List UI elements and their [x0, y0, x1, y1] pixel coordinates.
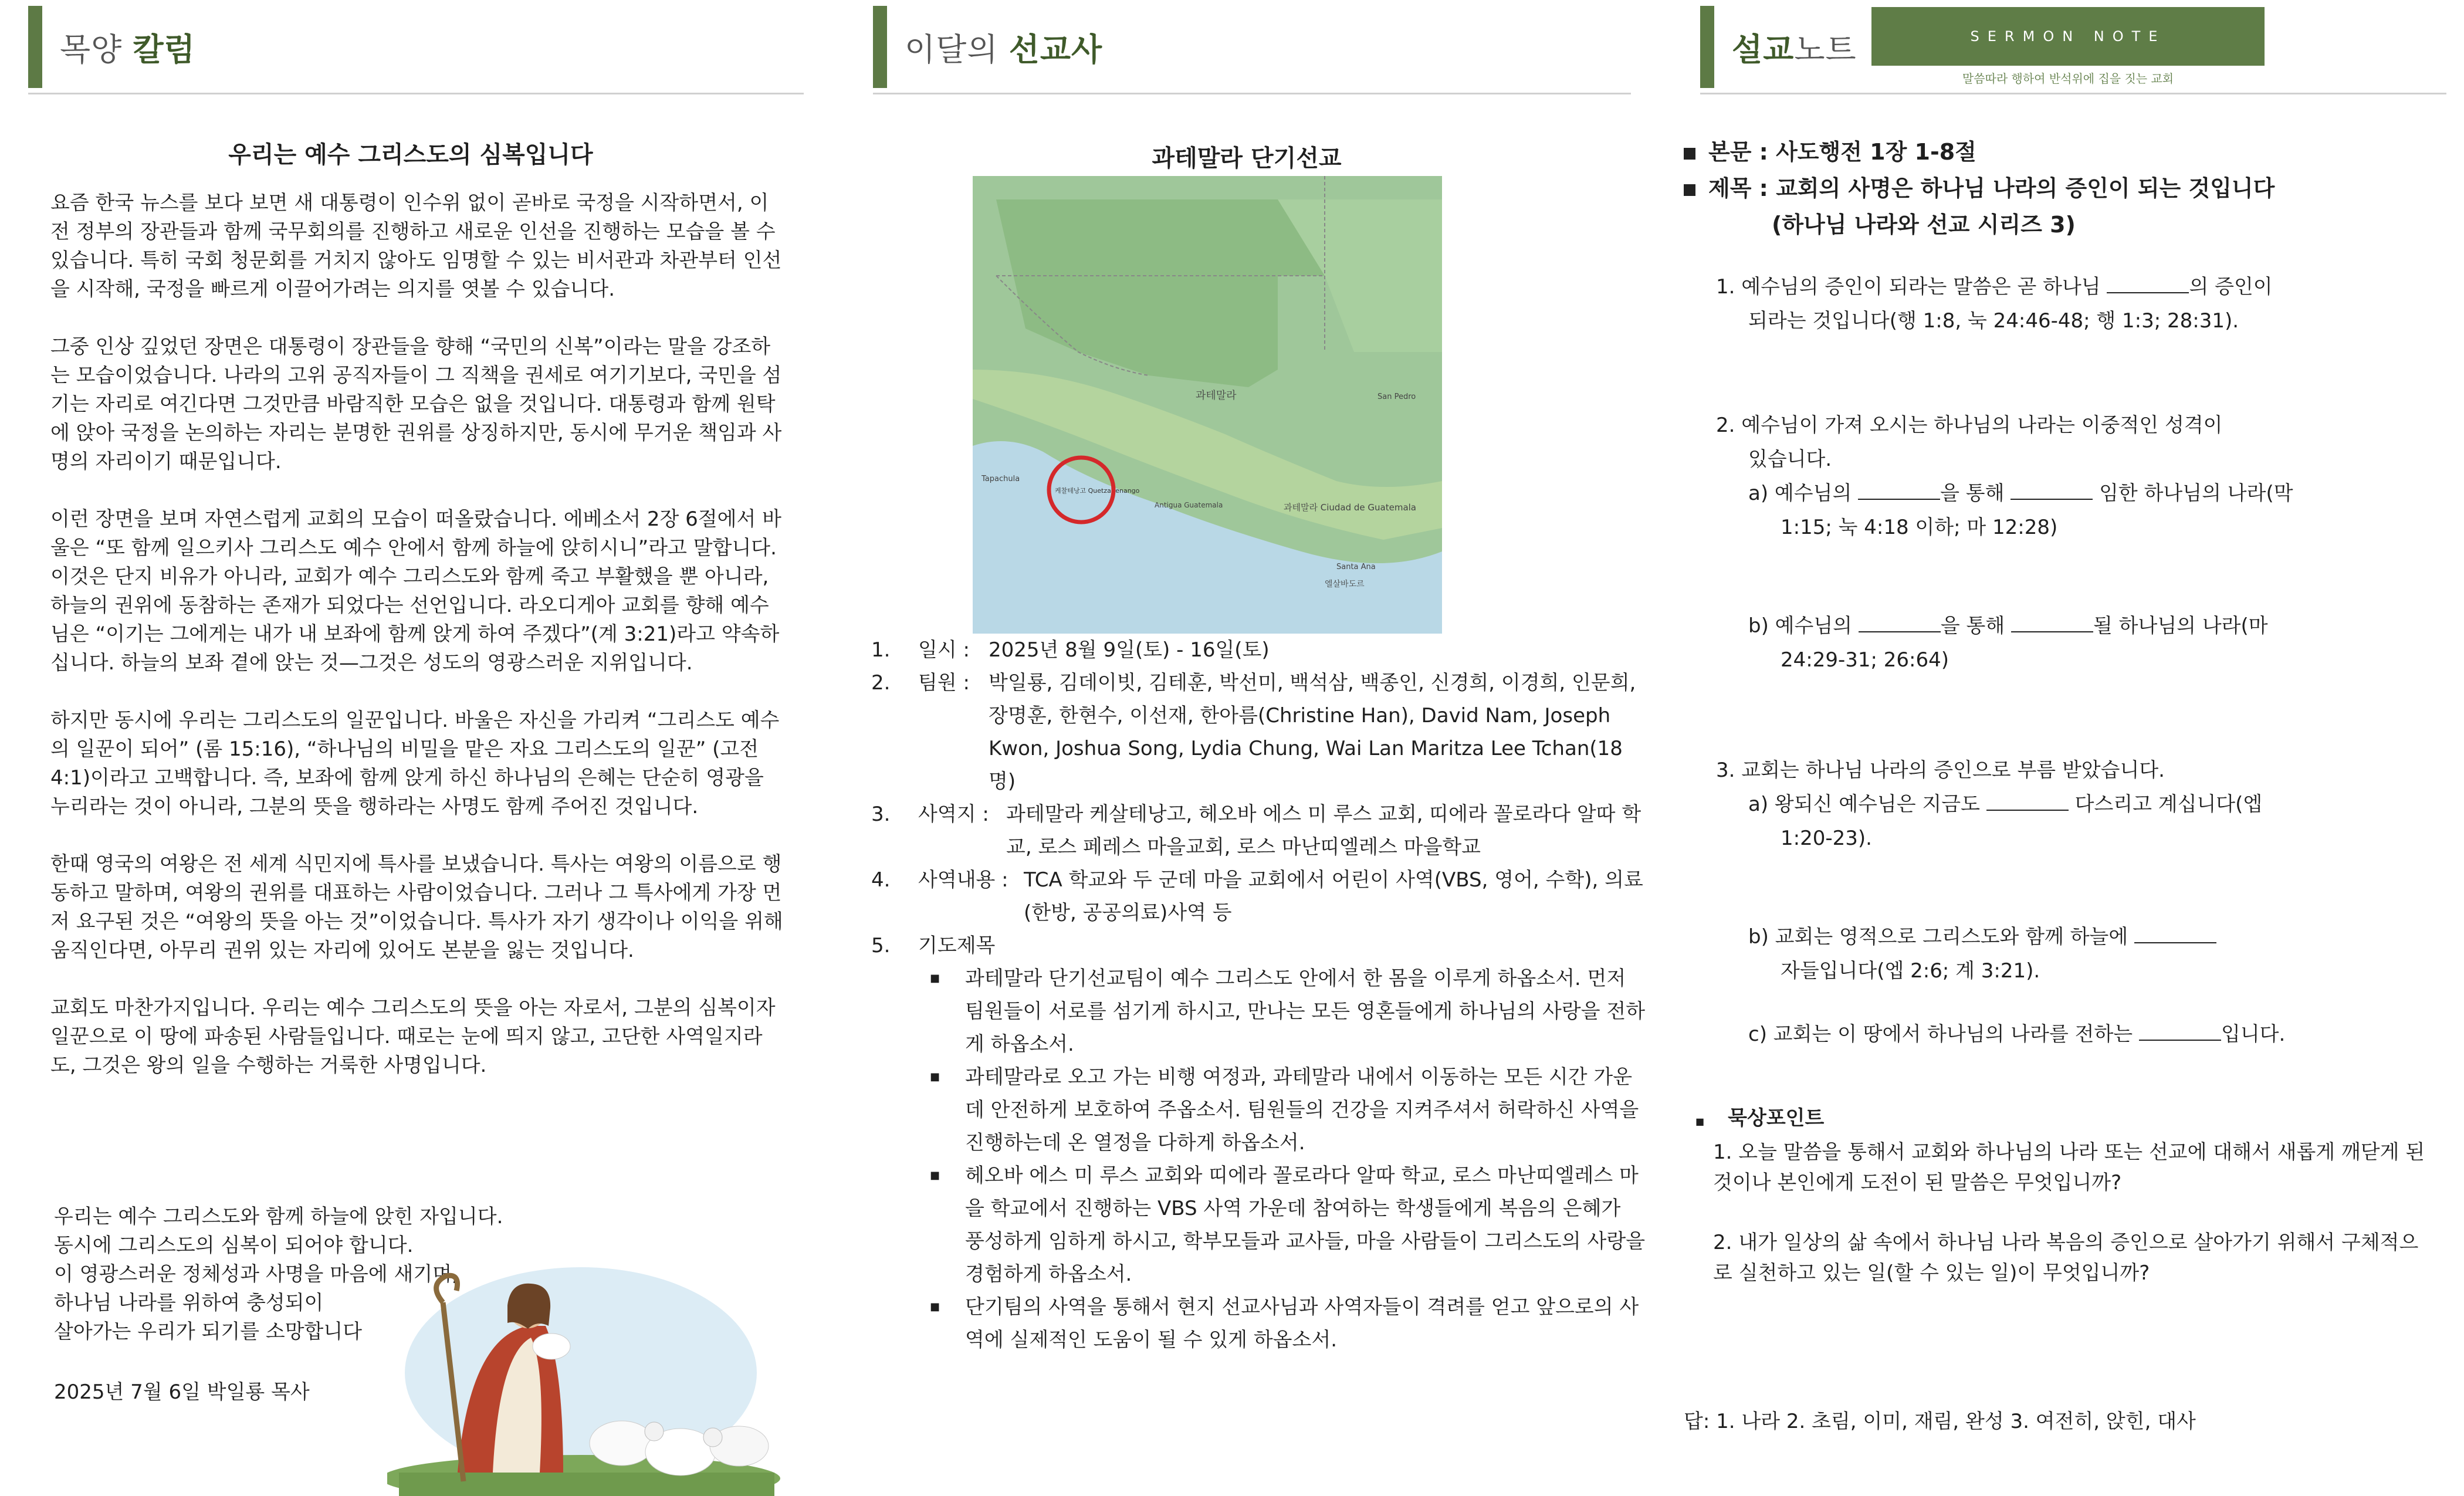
closing-line: 살아가는 우리가 되기를 소망합니다	[54, 1320, 363, 1343]
paragraph: 요즘 한국 뉴스를 보다 보면 새 대통령이 인수위 없이 곧바로 국정을 시작하면서, 이전 정부의 장관들과 함께 국무회의를 진행하고 새로운 인선을 진행하는 모습을 볼 수 있습니다. 특히 국회 청문회를 거치지 않아도 임명할 수 있는 비서관과 차관부터 인선을 시작해, 국정을 빠르게 이끌어가려는 의지를 엿볼 수 있습니다.	[50, 191, 782, 301]
closing-line: 우리는 예수 그리스도와 함께 하늘에 앉힌 자입니다.	[54, 1205, 503, 1228]
meditation-2: 2. 내가 일상의 삶 속에서 하나님 나라 복음의 증인으로 살아가기 위해서 구체적으로 실천하고 있는 일(할 수 있는 일)이 무엇입니까?	[1713, 1231, 2419, 1285]
detail-item: 4. 사역내용 : TCA 학교와 두 군데 마을 교회에서 어린이 사역(VBS, 영어, 수학), 의료(한방, 공공의료)사역 등	[871, 868, 1643, 925]
prayer-item: ■ 단기팀의 사역을 통해서 현지 선교사님과 사역자들이 격려를 얻고 앞으로의 사역에 실제적인 도움이 될 수 있게 하옵소서.	[930, 1291, 1646, 1356]
mission-details	[871, 634, 1646, 1356]
detail-item: 5. 기도제목	[871, 934, 996, 957]
closing-line: 동시에 그리스도의 심복이 되어야 합니다.	[54, 1234, 414, 1257]
title-line: 제목 : 교회의 사명은 하나님 나라의 증인이 되는 것입니다	[1684, 170, 2446, 207]
header-bold: 선교사	[1008, 31, 1103, 68]
paragraph: 교회도 마찬가지입니다. 우리는 예수 그리스도의 뜻을 아는 자로서, 그분의 심복이자 일꾼으로 이 땅에 파송된 사람들입니다. 때로는 눈에 띄지 않고, 고단한 사역일지라도, 그것은 왕의 일을 수행하는 거룩한 사명입니다.	[50, 996, 776, 1077]
question-2: 2. 예수님이 가져 오시는 하나님의 나라는 이중적인 성격이	[1716, 414, 2223, 437]
question-1: 1. 예수님의 증인이 되라는 말씀은 곧 하나님 의 증인이	[1716, 275, 2273, 299]
header-divider	[28, 93, 804, 94]
bullet-icon: ■	[1695, 1116, 1705, 1127]
series-line: (하나님 나라와 선교 시리즈 3)	[1772, 212, 2076, 238]
fill-blank[interactable]	[2107, 275, 2189, 293]
paragraph: 이런 장면을 보며 자연스럽게 교회의 모습이 떠올랐습니다. 에베소서 2장 6절에서 바울은 “또 함께 일으키사 그리스도 예수 안에서 함께 하늘에 앉히시니”라고 말합니다. 이것은 단지 비유가 아니라, 교회가 예수 그리스도와 함께 죽고 부활했을 뿐 아니라, 하늘의 권위에 동참하는 존재가 되었다는 선언입니다. 라오디게아 교회를 향해 예수님은 “이기는 그에게는 내가 내 보좌에 함께 앉게 하여 주겠다”(계 3:21)라고 약속하십니다. 하늘의 보좌 곁에 앉는 것—그것은 성도의 영광스러운 지위입니다.	[50, 507, 781, 675]
sermon-questions: 1. 예수님의 증인이 되라는 말씀은 곧 하나님 의 증인이 되라는 것입니다(행 1:8, 눅 24:46-48; 행 1:3; 28:31). 2. 예수님이 가져 오시는 하나님의 나라는 이중적인 성격이 있습니다. a) 예수님의 을 통해 임한 하나님의 나라(막 1:15; 눅 4:18 이하; 마 12:28) b) 예수님의 을 통해 될 하나님의 나라(마 24:29-31; 26:64) 3. 교회는 하나님 나라의 증인으로 부름 받았습니다. a) 왕되신 예수님은 지금도 다스리고 계십니다(엡 1:20-23). b) 교회는 영적으로 그리스도와 함께 하늘에 자들입니다(엡 2:6; 계 3:21). c) 교회는 이 땅에서 하나님의 나라를 전하는 입니다.	[1716, 270, 2455, 1051]
map-label-antigua: Antigua Guatemala	[1155, 501, 1223, 509]
header-accent-bar	[873, 6, 887, 88]
shepherd-illustration	[387, 1250, 798, 1496]
fill-blank[interactable]	[1859, 614, 1941, 632]
header-divider	[873, 93, 1631, 94]
answer-key: 답: 1. 나라 2. 초림, 이미, 재림, 완성 3. 여전히, 앉힌, 대사	[1684, 1410, 2196, 1433]
map-label-quetzaltenango: 케찰테낭고 Quetzaltenango	[1055, 487, 1140, 495]
closing-line: 하나님 나라를 위하여 충성되이	[54, 1291, 324, 1315]
header-bold: 칼럼	[133, 31, 195, 68]
header-light: 목양	[60, 31, 123, 68]
meditation-1: 1. 오늘 말씀을 통해서 교회와 하나님의 나라 또는 선교에 대해서 새롭게 깨닫게 된 것이나 본인에게 도전이 된 말씀은 무엇입니까?	[1713, 1140, 2425, 1194]
header-divider	[1700, 93, 2446, 94]
header-light: 노트	[1794, 31, 1857, 68]
map-label-tapachula: Tapachula	[981, 475, 1020, 483]
header-accent-bar	[28, 6, 42, 88]
missionary-column	[845, 0, 1649, 1496]
meditation-points	[1684, 1103, 2458, 1288]
column-title: 과테말라 단기선교	[1152, 145, 1342, 172]
fill-blank[interactable]	[1986, 792, 2069, 811]
map-label-sanpedro: San Pedro	[1377, 392, 1416, 401]
fill-blank[interactable]	[2134, 925, 2216, 943]
square-bullet-icon	[1684, 148, 1695, 160]
paragraph: 하지만 동시에 우리는 그리스도의 일꾼입니다. 바울은 자신을 가리켜 “그리스도 예수의 일꾼이 되어” (롬 15:16), “하나님의 비밀을 맡은 자요 그리스도의 일꾼” (고전 4:1)이라고 고백합니다. 즉, 보좌에 함께 앉게 하신 하나님의 은혜는 단순히 영광을 누리라는 것이 아니라, 그분의 뜻을 행하라는 사명도 함께 주어진 것입니다.	[50, 709, 780, 818]
square-bullet-icon	[1684, 184, 1695, 196]
fill-blank[interactable]	[2139, 1022, 2221, 1041]
sermon-heading	[1684, 134, 2446, 243]
column-header	[28, 12, 195, 82]
header-light: 이달의	[905, 31, 999, 68]
closing-line: 이 영광스러운 정체성과 사명을 마음에 새기며,	[54, 1263, 458, 1286]
sermon-note-badge: SERMON NOTE	[1871, 7, 2265, 66]
prayer-item: ■ 과테말라로 오고 가는 비행 여정과, 과테말라 내에서 이동하는 모든 시간 가운데 안전하게 보호하여 주옵소서. 팀원들의 건강을 지켜주셔서 허락하신 사역을 진행하는데 온 열정을 다하게 하옵소서.	[930, 1061, 1646, 1159]
column-header	[1700, 12, 1857, 82]
question-3: 3. 교회는 하나님 나라의 증인으로 부름 받았습니다.	[1716, 759, 2165, 782]
detail-item: 1. 일시 : 2025년 8월 9일(토) - 16일(토)	[871, 638, 1270, 662]
map-label-country: 과테말라	[1196, 390, 1237, 402]
column-title: 우리는 예수 그리스도의 심복입니다	[228, 141, 593, 168]
guatemala-map	[973, 176, 1442, 634]
fill-blank[interactable]	[2011, 481, 2093, 500]
map-label-elsalvador: 엘살바도르	[1325, 580, 1365, 589]
detail-item: 2. 팀원 : 박일룡, 김데이빗, 김테훈, 박선미, 백석삼, 백종인, 신경희, 이경희, 인문희, 장명훈, 한현수, 이선재, 한아름(Christine Han), David Nam, Joseph Kwon, Joshua Song, Lydia Chung, Wai Lan Maritza Lee Tchan(18명)	[871, 671, 1636, 793]
map-label-santaana: Santa Ana	[1336, 563, 1376, 571]
church-motto: 말씀따라 행하여 반석위에 집을 짓는 교회	[1962, 72, 2174, 86]
paragraph: 한때 영국의 여왕은 전 세계 식민지에 특사를 보냈습니다. 특사는 여왕의 이름으로 행동하고 말하며, 여왕의 권위를 대표하는 사람이었습니다. 그러나 그 특사에게 가장 먼저 요구된 것은 “여왕의 뜻을 아는 것”이었습니다. 특사가 자기 생각이나 이익을 위해 움직인다면, 아무리 권위 있는 자리에 있어도 본분을 잃는 것입니다.	[50, 852, 783, 962]
column-header	[873, 12, 1102, 82]
column-body	[50, 189, 784, 1109]
fill-blank[interactable]	[2011, 614, 2093, 632]
pastoral-column	[0, 0, 821, 1496]
paragraph: 그중 인상 깊었던 장면은 대통령이 장관들을 향해 “국민의 신복”이라는 말을 강조하는 모습이었습니다. 나라의 고위 공직자들이 그 직책을 권세로 여기기보다, 국민을 섬기는 자리로 여긴다면 그것만큼 바람직한 모습은 없을 것입니다. 대통령과 함께 원탁에 앉아 국정을 논의하는 자리는 분명한 권위를 상징하지만, 동시에 무거운 책임과 사명의 자리이기 때문입니다.	[50, 335, 782, 473]
meditation-title: 묵상포인트	[1728, 1106, 1825, 1130]
detail-item: 3. 사역지 : 과테말라 케살테낭고, 헤오바 에스 미 루스 교회, 띠에라 꼴로라다 알따 학교, 로스 페레스 마을교회, 로스 마난띠엘레스 마을학교	[871, 803, 1641, 859]
map-label-city2: 과테말라 Ciudad de Guatemala	[1284, 502, 1416, 513]
prayer-list	[871, 962, 1646, 1356]
scripture-line: 본문 : 사도행전 1장 1-8절	[1684, 134, 2446, 170]
header-accent-bar	[1700, 6, 1714, 88]
sermon-note-column	[1672, 0, 2464, 1496]
prayer-item: ■ 과테말라 단기선교팀이 예수 그리스도 안에서 한 몸을 이루게 하옵소서. 먼저 팀원들이 서로를 섬기게 하시고, 만나는 모든 영혼들에게 하나님의 사랑을 전하게 하옵소서.	[930, 962, 1646, 1061]
prayer-item: ■ 헤오바 에스 미 루스 교회와 띠에라 꼴로라다 알따 학교, 로스 마난띠엘레스 마을 학교에서 진행하는 VBS 사역 가운데 참여하는 학생들에게 복음의 은혜가 풍성하게 임하게 하시고, 학부모들과 교사들, 마을 사람들이 그리스도의 사랑을 경험하게 하옵소서.	[930, 1159, 1646, 1291]
header-bold: 설교	[1732, 31, 1795, 68]
date-signature: 2025년 7월 6일 박일룡 목사	[54, 1380, 310, 1404]
fill-blank[interactable]	[1858, 481, 1940, 500]
